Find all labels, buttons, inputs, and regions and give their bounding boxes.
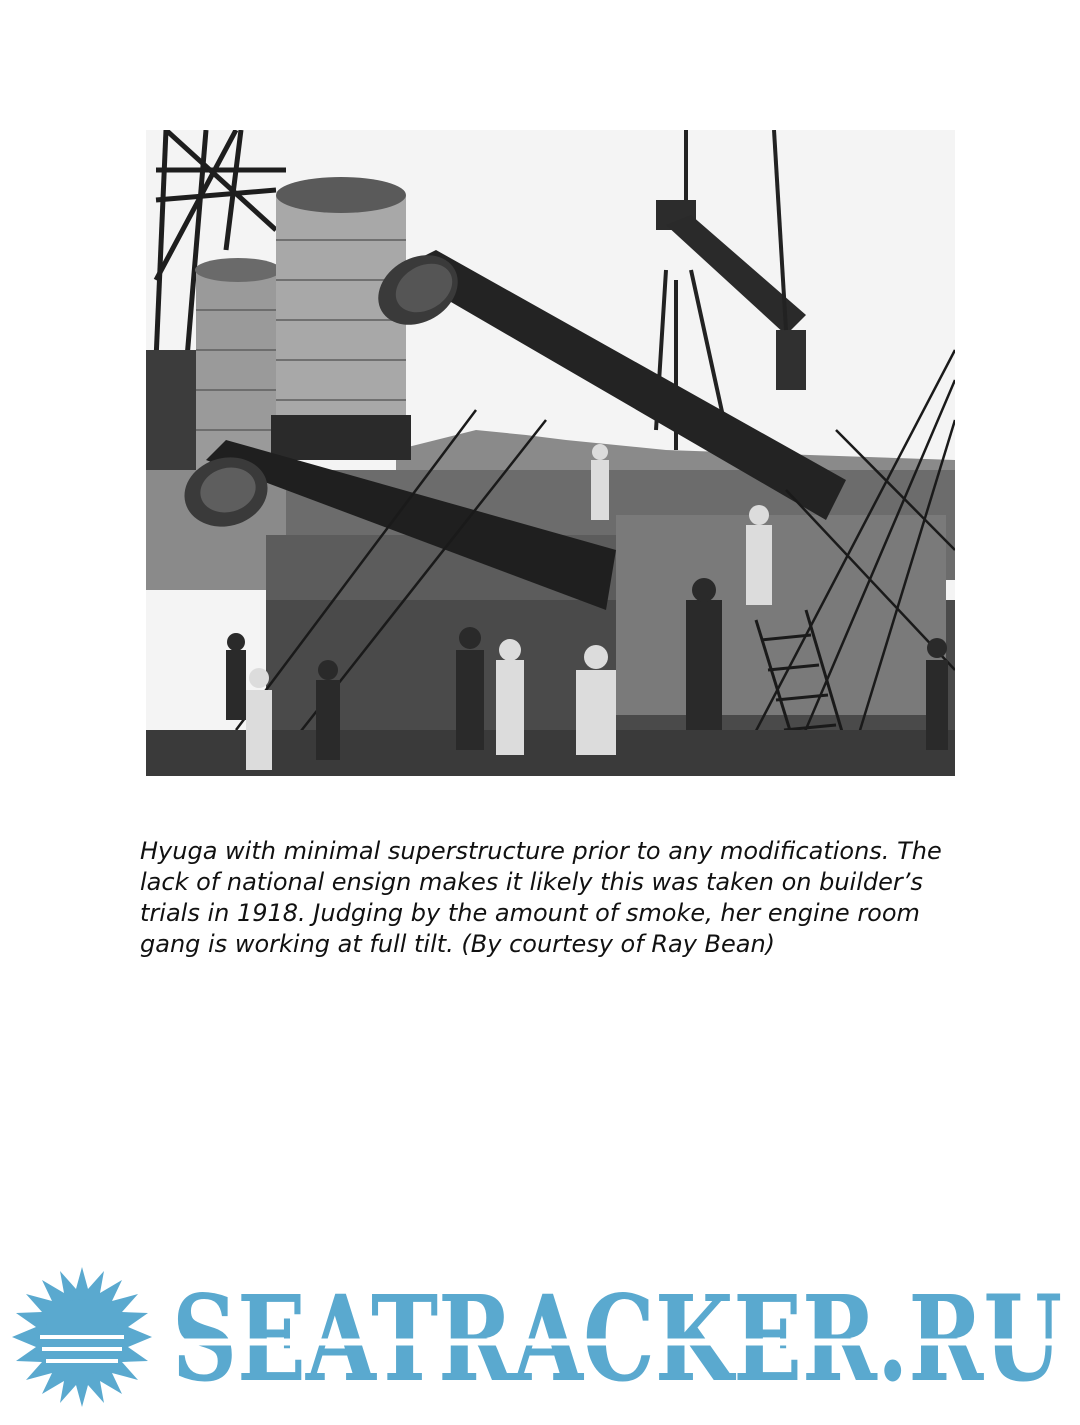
ship-photo xyxy=(146,130,955,776)
sun-icon xyxy=(12,1267,152,1407)
watermark-text: SEATRACKER.RU xyxy=(172,1269,1062,1408)
ship-photo-illustration xyxy=(146,130,955,776)
seatracker-watermark xyxy=(0,1262,1080,1412)
photo-caption: Hyuga with minimal superstructure prior to any modifications. The lack of national ensign makes it likely this was taken on builder’s trials in 1918. Judging by the amount of smoke, her engine room gang is working at full tilt. (By courtesy of Ray Bean) xyxy=(140,837,942,958)
